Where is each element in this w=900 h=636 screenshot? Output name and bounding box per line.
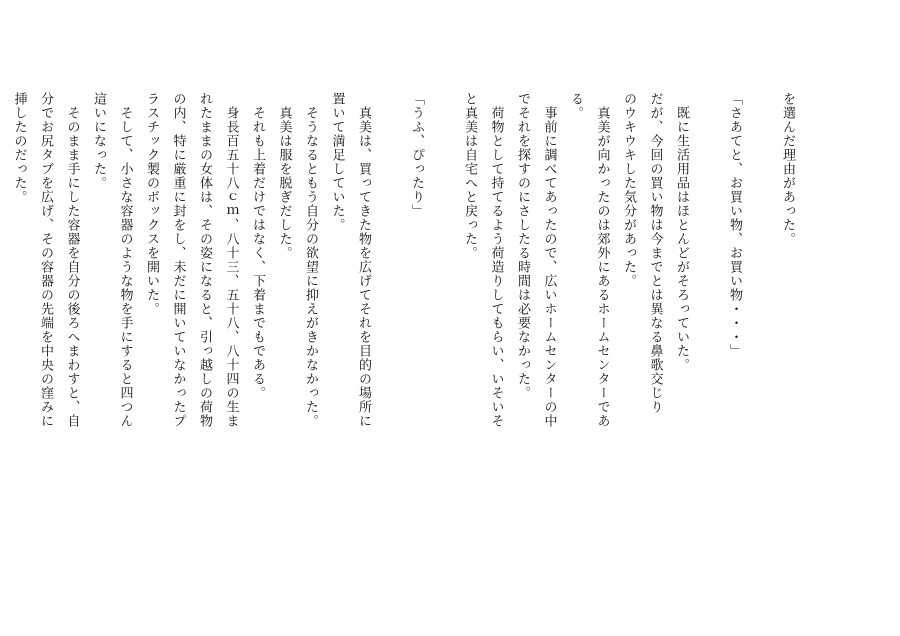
text-line: の内、特に厳重に封をし、未だに開いていなかったプ: [170, 92, 186, 428]
blank-line: [429, 92, 456, 572]
text-line: 挿したのだった。: [11, 92, 27, 204]
text-line: と真美は自宅へと戻った。: [462, 92, 477, 260]
text-line: だが、今回の買い物は今までとは異なる鼻歌交じり: [647, 92, 663, 414]
text-line: 事前に調べてあったので、広いホームセンターの中: [541, 92, 557, 428]
text-line: のウキウキした気分があった。: [621, 92, 636, 288]
blank-line: [376, 92, 403, 572]
blank-line: [694, 92, 721, 572]
text-line: 真美が向かったのは郊外にあるホームセンターであ: [594, 92, 610, 428]
text-line: 「さあてと、お買い物、お買い物・・・」: [727, 92, 742, 358]
text-line: 這いになった。: [91, 92, 106, 190]
text-line: そうなるともう自分の欲望に抑えがきかなかった。: [303, 92, 318, 428]
text-line: そのまま手にした容器を自分の後ろへまわすと、自: [64, 92, 80, 428]
text-line: 置いて満足していた。: [329, 92, 345, 232]
text-line: 既に生活用品はほとんどがそろっていた。: [674, 92, 689, 372]
text-line: 身長百五十八ｃｍ、八十三、五十八、八十四の生ま: [223, 92, 239, 428]
text-line: そして、小さな容器のような物を手にすると四つん: [117, 92, 133, 428]
text-line: 真美は、買ってきた物を広げてそれを目的の場所に: [356, 92, 371, 428]
vertical-text-body: [5, 92, 800, 572]
text-line: る。: [568, 92, 583, 120]
text-line: ラスチック製のボックスを開いた。: [144, 92, 159, 316]
text-line: 荷物として持てるよう荷造りしてもらい、いそいそ: [488, 92, 504, 428]
text-line: でそれを探すのにさしたる時間は必要なかった。: [515, 92, 530, 400]
text-line: 「うふ、ぴったり」: [409, 92, 424, 218]
blank-line: [747, 92, 774, 572]
text-line: れたままの女体は、その姿になると、引っ越しの荷物: [197, 92, 212, 428]
text-line: 分でお尻タブを広げ、その容器の先端を中央の窪みに: [38, 92, 53, 428]
text-line: 真美は服を脱ぎだした。: [276, 92, 292, 260]
text-line: それも上着だけではなく、下着までもである。: [250, 92, 265, 400]
text-line: を選んだ理由があった。: [780, 92, 795, 246]
